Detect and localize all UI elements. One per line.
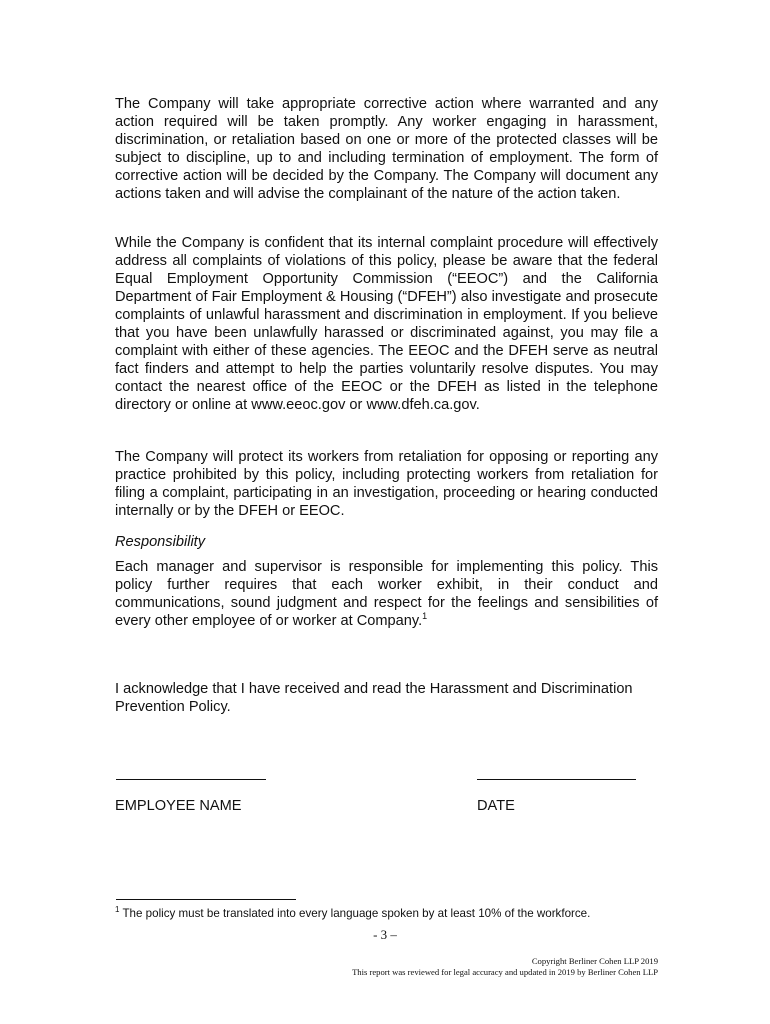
responsibility-text: Each manager and supervisor is responsible for implementing this policy. This policy further requires that each worker exhibit, in their conduct and communications, sound judgment and respect for the feelings and sensibilities of every other employee of or worker at Company. bbox=[115, 559, 658, 629]
paragraph-corrective-action: The Company will take appropriate corrective action where warranted and any action required will be taken promptly. Any worker engaging in harassment, discrimination, or retaliation based on one or more of the protected classes will be subject to discipline, up to and including termination of employment. The form of corrective action will be decided by the Company. The Company will document any actions taken and will advise the complainant of the nature of the action taken. bbox=[115, 96, 658, 202]
footnote bbox=[115, 907, 590, 921]
footnote-divider bbox=[116, 899, 296, 900]
copyright-line: Copyright Berliner Cohen LLP 2019 bbox=[531, 956, 658, 966]
review-note: This report was reviewed for legal accuracy and updated in 2019 by Berliner Cohen LLP bbox=[352, 967, 658, 977]
paragraph-retaliation: The Company will protect its workers from retaliation for opposing or reporting any practice prohibited by this policy, including protecting workers from retaliation for filing a complaint, participating in an investigation, proceeding or hearing conducted internally or by the DFEH or EEOC. bbox=[115, 449, 658, 519]
footnote-marker: 1 bbox=[115, 905, 120, 915]
paragraph-responsibility bbox=[115, 558, 658, 630]
responsibility-heading: Responsibility bbox=[115, 534, 206, 550]
paragraph-agencies: While the Company is confident that its internal complaint procedure will effectively address all complaints of violations of this policy, please be aware that the federal Equal Employment Opportunity Commission (“EEOC”) and the California Department of Fair Employment & Housing (“DFEH”) also investigate and prosecute complaints of unlawful harassment and discrimination in employment. If you believe that you have been unlawfully harassed or discriminated against, you may file a complaint with either of these agencies. The EEOC and the DFEH serve as neutral fact finders and attempt to help the parties voluntarily resolve disputes. You may contact the nearest office of the EEOC or the DFEH as listed in the telephone directory or online at www.eeoc.gov or www.dfeh.ca.gov. bbox=[115, 235, 658, 413]
footnote-text: The policy must be translated into every language spoken by at least 10% of the workforce. bbox=[122, 907, 591, 920]
date-signature-line bbox=[477, 779, 636, 780]
copyright-notice bbox=[352, 956, 658, 978]
date-label: DATE bbox=[477, 798, 515, 814]
employee-name-signature-line bbox=[116, 779, 266, 780]
footnote-reference: 1 bbox=[422, 611, 428, 622]
employee-name-label: EMPLOYEE NAME bbox=[115, 798, 242, 814]
page-number: - 3 – bbox=[373, 927, 397, 942]
acknowledgment-statement: I acknowledge that I have received and read the Harassment and Discrimination Prevention Policy. bbox=[115, 681, 633, 715]
